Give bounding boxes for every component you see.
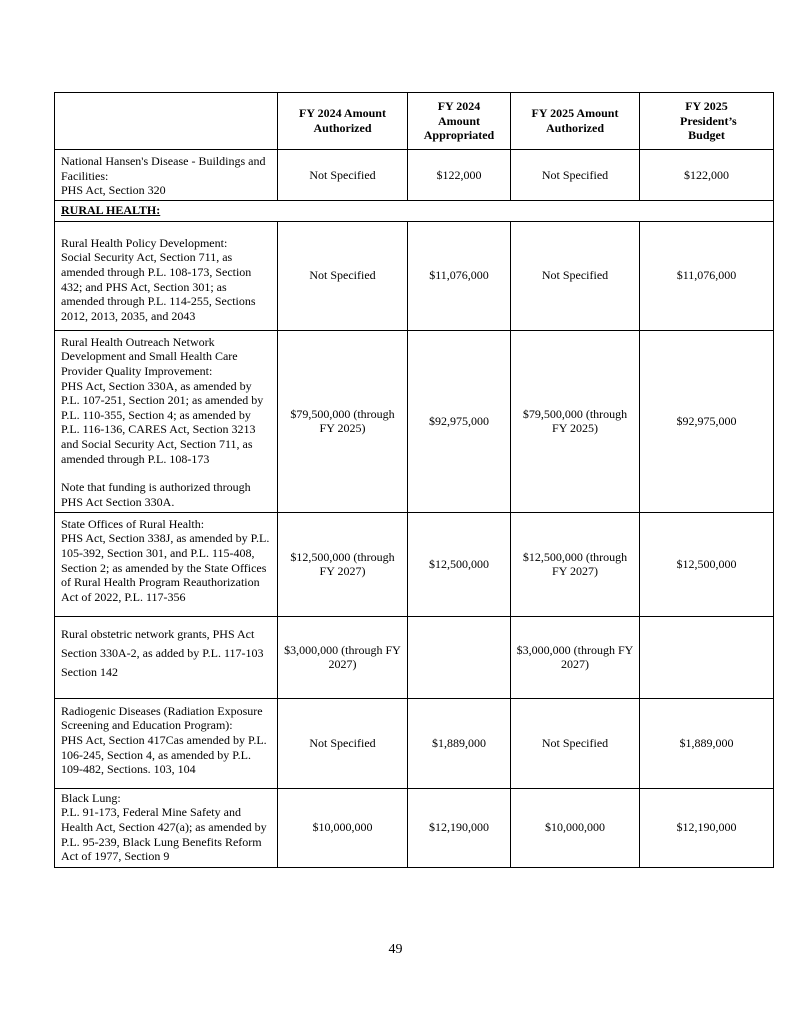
fy2025-budget-cell: $12,500,000 [640,512,774,616]
fy2024-appropriated-cell: $12,190,000 [408,788,511,867]
program-text: Rural Health Outreach Network Development and Small Health Care Provider Quality Improvement: PHS Act, Section 330A, as amended by P.L. 107-251, Section 201; as amended by P.L. 110-355, Section 4; as amended by P.L. 116-136, CARES Act, Section 3213 and Social Security Act, Section 711, as amended through P.L. 108-173 [61,334,264,466]
header-fy2024-authorized: FY 2024 Amount Authorized [278,93,408,150]
table-row [55,788,774,867]
table-row [55,512,774,616]
table-row [55,616,774,698]
program-cell: State Offices of Rural Health: PHS Act, Section 338J, as amended by P.L. 105-392, Section 301, and P.L. 115-408, Section 2; as amended by the State Offices of Rural Health Program Reauthorization Act of 2022, P.L. 117-356 [55,512,278,616]
fy2025-budget-cell: $12,190,000 [640,788,774,867]
fy2025-budget-cell: $92,975,000 [640,330,774,512]
fy2025-budget-cell: $122,000 [640,150,774,201]
fy2025-authorized-cell: $10,000,000 [511,788,640,867]
program-cell: National Hansen's Disease - Buildings and Facilities: PHS Act, Section 320 [55,150,278,201]
section-label-rural-health: RURAL HEALTH: [61,202,161,217]
header-fy2025-budget: FY 2025 President’s Budget [640,93,774,150]
program-cell: Rural obstetric network grants, PHS Act Section 330A-2, as added by P.L. 117-103 Section 142 [55,616,278,698]
program-cell: Rural Health Policy Development: Social Security Act, Section 711, as amended through P.L. 108-173, Section 432; and PHS Act, Section 301; as amended through P.L. 114-255, Sections 2012, 2013, 2035, and 2043 [55,221,278,330]
table-row [55,221,774,330]
fy2024-appropriated-cell: $11,076,000 [408,221,511,330]
fy2024-authorized-cell: $3,000,000 (through FY 2027) [278,616,408,698]
fy2024-appropriated-cell: $1,889,000 [408,698,511,788]
fy2024-authorized-cell: Not Specified [278,698,408,788]
page-number: 49 [388,942,403,957]
fy2025-authorized-cell: $3,000,000 (through FY 2027) [511,616,640,698]
table-header-row [55,93,774,150]
fy2025-authorized-cell: Not Specified [511,150,640,201]
fy2025-authorized-cell: Not Specified [511,221,640,330]
fy2025-authorized-cell: $12,500,000 (through FY 2027) [511,512,640,616]
fy2024-appropriated-cell [408,616,511,698]
fy2024-appropriated-cell: $12,500,000 [408,512,511,616]
program-note: Note that funding is authorized through PHS Act Section 330A. [61,480,251,509]
fy2025-authorized-cell: Not Specified [511,698,640,788]
table-row [55,150,774,201]
fy2025-authorized-cell: $79,500,000 (through FY 2025) [511,330,640,512]
fy2025-budget-cell [640,616,774,698]
fy2024-authorized-cell: $10,000,000 [278,788,408,867]
fy2025-budget-cell: $1,889,000 [640,698,774,788]
fy2024-appropriated-cell: $92,975,000 [408,330,511,512]
fy2024-appropriated-cell: $122,000 [408,150,511,201]
header-program [55,93,278,150]
authorization-table [54,92,774,868]
fy2025-budget-cell: $11,076,000 [640,221,774,330]
fy2024-authorized-cell: Not Specified [278,150,408,201]
fy2024-authorized-cell: Not Specified [278,221,408,330]
header-fy2025-authorized: FY 2025 Amount Authorized [511,93,640,150]
table-row [55,330,774,512]
table-row [55,698,774,788]
program-cell [55,330,278,512]
header-fy2024-appropriated: FY 2024 Amount Appropriated [408,93,511,150]
section-row [55,200,774,221]
fy2024-authorized-cell: $79,500,000 (through FY 2025) [278,330,408,512]
program-cell: Radiogenic Diseases (Radiation Exposure Screening and Education Program): PHS Act, Section 417Cas amended by P.L. 106-245, Section 4, as amended by P.L. 109-482, Sections. 103, 104 [55,698,278,788]
fy2024-authorized-cell: $12,500,000 (through FY 2027) [278,512,408,616]
program-cell: Black Lung: P.L. 91-173, Federal Mine Safety and Health Act, Section 427(a); as amended by P.L. 95-239, Black Lung Benefits Reform Act of 1977, Section 9 [55,788,278,867]
